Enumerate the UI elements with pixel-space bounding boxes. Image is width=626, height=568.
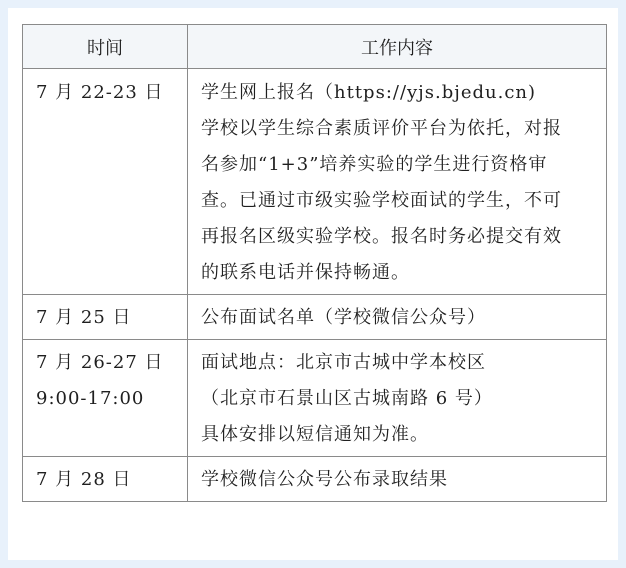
time-text: 7 月 22-23 日	[36, 82, 164, 103]
time-text: 7 月 26-27 日	[36, 352, 164, 373]
content-cell	[188, 340, 607, 457]
content-line: 面试地点：北京市古城中学本校区	[201, 352, 486, 373]
header-content: 工作内容	[188, 25, 607, 69]
content-cell	[188, 457, 607, 502]
content-line: 具体安排以短信通知为准。	[201, 424, 429, 445]
time-cell	[23, 457, 188, 502]
header-time: 时间	[23, 25, 188, 69]
table-row	[23, 340, 607, 457]
table-row	[23, 457, 607, 502]
content-cell	[188, 69, 607, 295]
time-cell	[23, 69, 188, 295]
time-text: 7 月 28 日	[36, 469, 132, 490]
table-row	[23, 69, 607, 295]
time-cell	[23, 340, 188, 457]
content-line: 学校以学生综合素质评价平台为依托，对报	[201, 118, 562, 139]
time-text: 9:00-17:00	[36, 388, 145, 409]
content-line: 学校微信公众号公布录取结果	[201, 469, 448, 490]
content-line: 查。已通过市级实验学校面试的学生，不可	[201, 190, 562, 211]
content-line: 名参加“1+3”培养实验的学生进行资格审	[201, 154, 548, 175]
content-cell	[188, 295, 607, 340]
content-line: （北京市石景山区古城南路 6 号）	[201, 388, 493, 409]
table-header-row	[23, 25, 607, 69]
table-row	[23, 295, 607, 340]
schedule-table	[22, 24, 607, 502]
content-line: 的联系电话并保持畅通。	[201, 262, 410, 283]
content-line: 学生网上报名（https://yjs.bjedu.cn)	[201, 82, 537, 103]
content-line: 再报名区级实验学校。报名时务必提交有效	[201, 226, 562, 247]
document-frame	[8, 8, 618, 560]
content-line: 公布面试名单（学校微信公众号）	[201, 307, 486, 328]
time-cell	[23, 295, 188, 340]
time-text: 7 月 25 日	[36, 307, 132, 328]
